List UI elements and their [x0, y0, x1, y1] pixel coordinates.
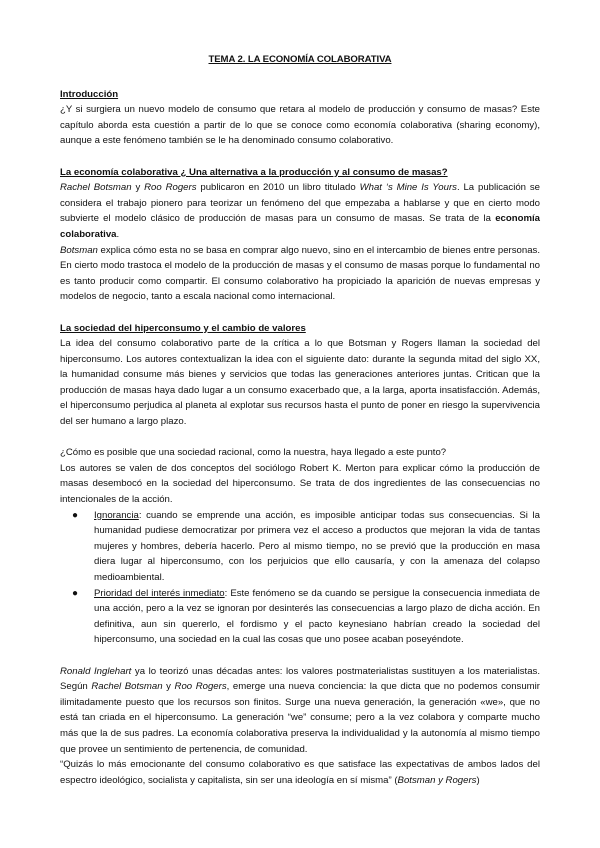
term-prioridad: Prioridad del interés inmediato	[94, 587, 225, 599]
section1-paragraph-1: Rachel Botsman y Roo Rogers publicaron en 2010 un libro titulado What ‘s Mine Is Yours. La publicación se considera el trabajo pionero para teorizar un fenómeno del que empezaba a hablarse y que en cierto modo subvierte el modelo clásico de producción de masas para un consumo de masas. Se trata de la economía colaborativa.	[60, 182, 540, 240]
term-ignorancia: Ignorancia	[94, 509, 139, 521]
section1-paragraph-2: Botsman explica cómo esta no se basa en comprar algo nuevo, sino en el intercambio de bienes entre personas. En cierto modo trastoca el modelo de la producción de masas y el consumo de masas porque lo fundamental no es tanto producir como compartir. El consumo colaborativo ha propiciado la aparición de nuevas empresas y modelos de negocio, tanto a escala nacional como internacional.	[60, 244, 540, 303]
intro-section	[60, 87, 540, 149]
section2-paragraph-2: Los autores se valen de dos conceptos del sociólogo Robert K. Merton para explicar cómo la producción de masas desembocó en la sociedad del hiperconsumo. Se trata de dos ingredientes de las consecuencias no intencionales de la acción.	[60, 462, 540, 506]
quote-source: Botsman y Rogers	[397, 774, 477, 786]
section-collaborative-economy	[60, 165, 540, 305]
author-botsman: Rachel Botsman	[60, 182, 132, 194]
section1-heading: La economía colaborativa ¿ Una alternativa a la producción y al consumo de masas?	[60, 166, 448, 178]
bullet-icon: ●	[72, 509, 79, 521]
bullet-icon: ●	[72, 587, 79, 599]
section2-paragraph-1: La idea del consumo colaborativo parte de la crítica a lo que Botsman y Rogers llaman la sociedad del hiperconsumo. Los autores contextualizan la idea con el siguiente dato: durante la segunda mitad del siglo XX, la humanidad consume más bienes y servicios que todas las generaciones anteriores juntas. Critican que la producción de masas haya dado lugar a un consumo exacerbado que, a la larga, aporta insatisfacción. Además, el hiperconsumo perjudica al planeta al explotar sus recursos hasta el punto de poner en riesgo la supervivencia del ser humano a largo plazo.	[60, 338, 540, 428]
key-term: economía colaborativa	[60, 213, 540, 240]
merton-concepts-list	[60, 508, 540, 648]
section3-paragraph: Ronald Inglehart ya lo teorizó unas décadas antes: los valores postmaterialistas sustituyen a los materialistas. Según Rachel Botsman y Roo Rogers, emerge una nueva conciencia: la que dicta que no podemos consumir ilimitadamente puesto que los recursos son finitos. Surge una nueva generación, la generación «we», que no está tan criada en el hiperconsumo. La generación “we” consume; pero a la vez colabora y comparte mucho más que la de sus padres. La economía colaborativa preserva la individualidad y la autonomía al mismo tiempo que provee un sentimiento de pertenencia, de comunidad.	[60, 665, 540, 755]
author-inglehart: Ronald Inglehart	[60, 665, 132, 677]
author-rogers-3: Roo Rogers	[174, 681, 227, 693]
author-rogers: Roo Rogers	[144, 182, 197, 194]
intro-paragraph: ¿Y si surgiera un nuevo modelo de consumo que retara al modelo de producción y consumo de masas? Este capítulo aborda esta cuestión a partir de lo que se conoce como economía colaborativa (sharing economy), aunque a este fenómeno también se le ha denominado consumo colaborativo.	[60, 104, 540, 147]
section-postmaterialism	[60, 664, 540, 789]
intro-heading: Introducción	[60, 88, 119, 100]
section3-quote: “Quizás lo más emocionante del consumo colaborativo es que satisface las expectativas de ambos lados del espectro ideológico, socialista y capitalista, sin ser una ideología en sí misma” (Botsman y Rogers)	[60, 759, 540, 786]
author-botsman-3: Rachel Botsman	[91, 681, 163, 693]
document-title: TEMA 2. LA ECONOMÍA COLABORATIVA	[208, 54, 392, 65]
section2-question: ¿Cómo es posible que una sociedad racional, como la nuestra, haya llegado a este punto?	[60, 447, 447, 459]
section-hyperconsumption	[60, 321, 540, 648]
author-botsman-2: Botsman	[60, 244, 98, 256]
book-title: What ‘s Mine Is Yours	[359, 182, 457, 194]
list-item-prioridad: ● Prioridad del interés inmediato: Este fenómeno se da cuando se persigue la consecuencia inmediata de una acción, pero a la vez se ignoran por desinterés las consecuencias a largo plazo de dicha acción. En definitiva, aun sin quererlo, el fordismo y el pacto keynesiano habrían creado la sociedad del hiperconsumo, una sociedad en la cual las cosas que uno posee acaban poseyéndote.	[72, 587, 540, 646]
section2-heading: La sociedad del hiperconsumo y el cambio de valores	[60, 322, 306, 334]
list-item-ignorancia: ● Ignorancia: cuando se emprende una acción, es imposible anticipar todas sus consecuencias. Si la humanidad pudiese democratizar por primera vez el acceso a productos que mejoran la vida de tantas mujeres y hombres, debería hacerlo. Pero al mismo tiempo, no se previó que la producción en masa diera lugar al hiperconsumo, con los perjuicios que ello causaría, y con la amenaza del colapso medioambiental.	[72, 509, 540, 583]
